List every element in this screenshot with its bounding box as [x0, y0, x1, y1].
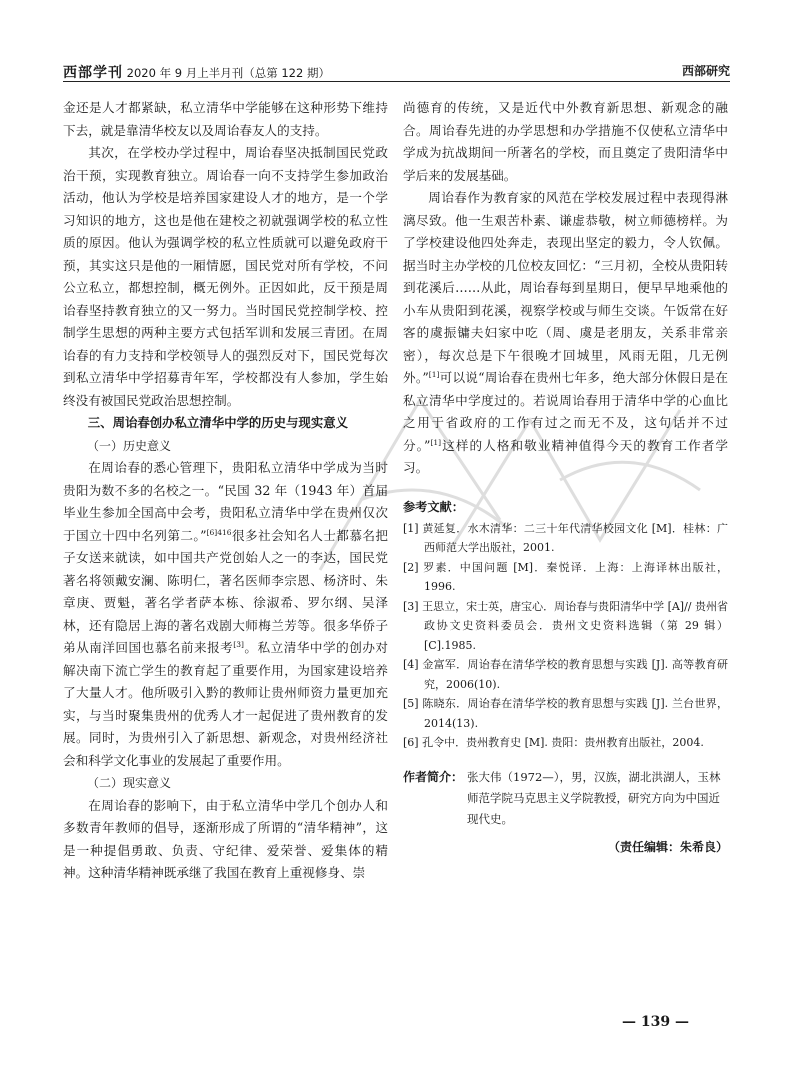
author-text: 张大伟（1972—），男，汉族，湖北洪湖人，玉林师范学院马克思主义学院教授，研究方向为中国近现代史。 [467, 769, 721, 826]
paragraph: 金还是人才都紧缺，私立清华中学能够在这种形势下维持下去，就是靠清华校友以及周诒春友人的支持。 [63, 100, 388, 138]
paragraph [63, 457, 388, 772]
references-title: 参考文献： [403, 499, 464, 514]
citation: [6]416 [206, 527, 232, 537]
paragraph: 尚德育的传统，又是近代中外教育新思想、新观念的融合。周诒春先进的办学思想和办学措施不仅使私立清华中学成为抗战期间一所著名的学校，而且奠定了贵阳清华中学后来的发展基础。 [403, 100, 728, 183]
journal-logo: 西部学刊 [63, 65, 123, 81]
reference-list [403, 519, 728, 753]
issue-info: 2020 年 9 月上半月刊（总第 122 期） [126, 66, 330, 80]
page-number: — 139 — [622, 1014, 689, 1030]
responsible-editor: （责任编辑：朱希良） [607, 839, 728, 854]
section-name: 西部研究 [681, 64, 730, 78]
paragraph: 在周诒春的影响下，由于私立清华中学几个创办人和多数青年教师的倡导，逐渐形成了所谓的“清华精神”，这是一种提倡勇敢、负责、守纪律、爱荣誉、爱集体的精神。这种清华精神既承继了我国在教育上重视修身、崇 [63, 797, 388, 880]
paragraph [403, 187, 728, 480]
citation: [1] [430, 437, 442, 447]
reference-item: [6] 孔令中．贵州教育史 [M]. 贵阳：贵州教育出版社，2004. [403, 736, 704, 749]
author-label: 作者简介： [403, 769, 464, 784]
reference-item: [4] 金富军．周诒春在清华学校的教育思想与实践 [J]. 高等教育研究，2006(10). [403, 658, 728, 691]
reference-item: [1] 黄延复．水木清华：二三十年代清华校园文化 [M]．桂林：广西师范大学出版社，2001. [403, 521, 728, 554]
page-header [63, 62, 730, 82]
subsection-heading: （二）现实意义 [87, 776, 172, 790]
right-column [403, 97, 728, 855]
citation: [3] [233, 639, 244, 649]
text-run: 很多社会知名人士都慕名把子女送来就读，如中国共产党创始人之一的李达，国民党著名将领戴安澜、陈明仁，著名医师李宗恩、杨济时、朱章庚、贾魁，著名学者萨本栋、徐淑希、罗尔纲、吴泽林，还有隐居上海的著名戏剧大师梅兰芳等。很多华侨子弟从南洋回国也慕名前来报考 [63, 527, 389, 655]
text-run: 这样的人格和敬业精神值得今天的教育工作者学习。 [403, 437, 729, 475]
citation: [1] [428, 369, 440, 379]
subsection-heading: （一）历史意义 [87, 438, 172, 453]
section-heading: 三、周诒春创办私立清华中学的历史与现实意义 [87, 415, 348, 430]
left-column [63, 97, 388, 885]
reference-item: [3] 王思立，宋士英，唐宝心．周诒春与贵阳清华中学 [A]// 贵州省政协文史资料委员会．贵州文史资料选辑（第 29 辑）[C].1985. [403, 599, 729, 652]
reference-item: [5] 陈晓东．周诒春在清华学校的教育思想与实践 [J]. 兰台世界，2014(13). [403, 697, 728, 730]
text-run: 可以说“周诒春在贵州七年多，绝大部分休假日是在私立清华中学度过的。若说周诒春用于清华中学的心血比之用于省政府的工作有过之而无不及，这句话并不过分。” [403, 370, 728, 453]
reference-item: [2] 罗素．中国问题 [M]．秦悦译．上海：上海译林出版社，1996. [403, 560, 728, 593]
text-run: 。私立清华中学的创办对解决南下流亡学生的教育起了重要作用，为国家建设培养了大量人才。他所吸引入黔的教师让贵州师资力量更加充实，与当时聚集贵州的优秀人才一起促进了贵州教育的发展。同时，为贵州引入了新思想、新观念，对贵州经济社会和科学文化事业的发展起了重要作用。 [63, 640, 389, 768]
journal-info [63, 62, 330, 82]
paragraph: 其次，在学校办学过程中，周诒春坚决抵制国民党政治干预，实现教育独立。周诒春一向不支持学生参加政治活动，他认为学校是培养国家建设人才的地方，是一个学习知识的地方，这也是他在建校之初就强调学校的私立性质的原因。他认为强调学校的私立性质就可以避免政府干预，其实这只是他的一厢情愿，国民党对所有学校，不问公立私立，都想控制，概无例外。正因如此，反干预是周诒春坚持教育独立的又一努力。当时国民党控制学校、控制学生思想的两种主要方式包括军训和发展三青团。在周诒春的有力支持和学校领导人的强烈反对下，国民党每次到私立清华中学招募青年军，学校都没有人参加，学生始终没有被国民党政治思想控制。 [63, 145, 388, 408]
text-run: 周诒春作为教育家的风范在学校发展过程中表现得淋漓尽致。他一生艰苦朴素、谦虚恭敬，树立师德榜样。为了学校建设他四处奔走，表现出坚定的毅力，令人钦佩。据当时主办学校的几位校友回忆：“三月初，全校从贵阳转到花溪后……从此，周诒春每到星期日，便早早地乘他的小车从贵阳到花溪，视察学校或与师生交谈。午饭常在好客的虞振镛夫妇家中吃（周、虞是老朋友，关系非常亲密），每次总是下午很晚才回城里，风雨无阻，几无例外。” [403, 190, 728, 385]
author-bio [403, 767, 728, 830]
header-divider [63, 81, 730, 82]
text-run: 在周诒春的悉心管理下，贵阳私立清华中学成为当时贵阳为数不多的名校之一。“民国 32 年（1943 年）首届毕业生参加全国高中会考，贵阳私立清华中学在贵州仅次于国立十四中名列第二。” [63, 460, 388, 543]
